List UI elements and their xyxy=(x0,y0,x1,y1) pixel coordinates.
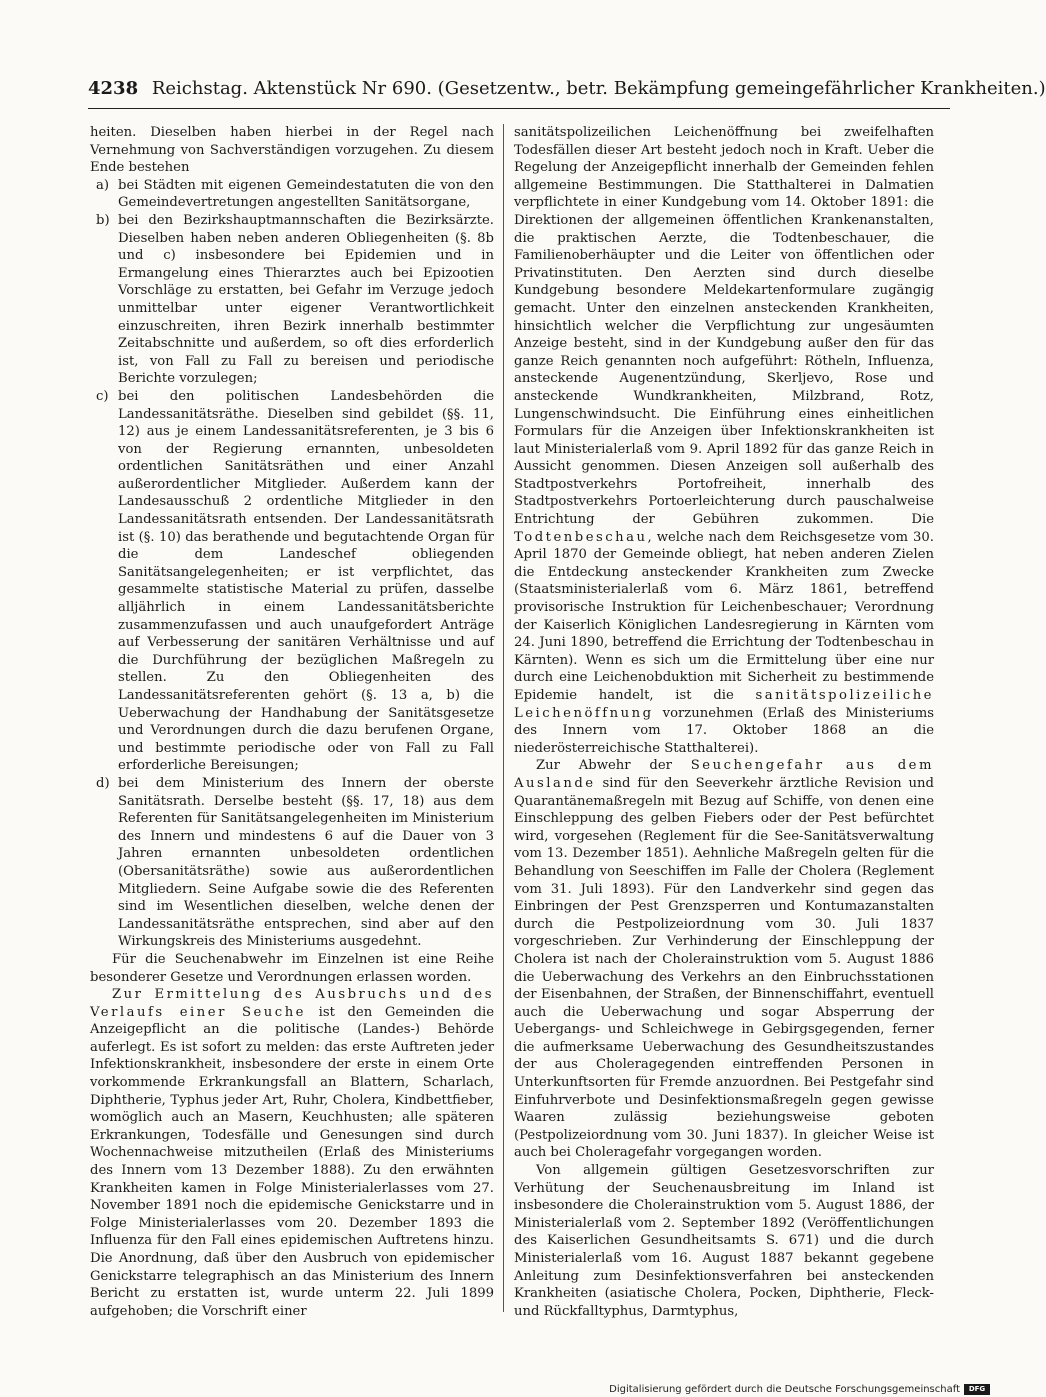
paragraph-text: ist den Gemeinden die Anzeigepflicht an die politische (Landes-) Behörde auferlegt. Es ist sofort zu melden: das erste Auftreten jeder Infektionskrankheit, insbesondere der erste in einem Orte vorkommende Erkrankungsfall an Blattern, Scharlach, Diphtherie, Typhus jeder Art, Ruhr, Cholera, Kindbettfieber, womöglich auch an Masern, Keuchhusten; alle späteren Erkrankungen, Todesfälle und Genesungen sind durch Wochennachweise mitzutheilen (Erlaß des Ministeriums des Innern vom 13 Dezember 1888). Zu den erwähnten Krankheiten kamen in Folge Ministerialerlasses vom 27. November 1891 noch die epidemische Genickstarre und in Folge Ministerialerlasses vom 20. Dezember 1893 die Influenza für den Fall eines epidemischen Auftretens hinzu. Die Anordnung, daß über den Ausbruch von epidemischer Genickstarre telegraphisch an das Ministerium des Innern Bericht zu erstatten ist, wurde unterm 22. Juli 1899 aufgehoben; die Vorschrift einer xyxy=(90,1004,495,1319)
list-text: bei dem Ministerium des Innern der oberste Sanitätsrath. Derselbe besteht (§§. 17, 18) aus dem Referenten für Sanitätsangelegenheiten im Ministerium des Innern und mindestens 6 auf die Dauer von 3 Jahren ernannten unbesoldeten ordentlichen (Obersanitätsräthe) sowie aus außerordentlichen Mitgliedern. Seine Aufgabe sowie die des Referenten sind im Wesentlichen dieselben, welche denen der Landessanitätsräthe entsprechen, sind aber auf den Wirkungskreis des Ministeriums ausgedehnt. xyxy=(118,775,494,950)
list-text: bei den Bezirkshauptmannschaften die Bezirksärzte. Dieselben haben neben anderen Obliegenheiten (§. 8b und c) insbesondere bei Epidemien und in Ermangelung eines Thierarztes auch bei Epizootien Vorschläge zu erstatten, bei Gefahr im Verzuge jedoch unmittelbar unter eigener Verantwortlichkeit einzuschreiten, ihren Bezirk innerhalb bestimmter Zeitabschnitte und außerdem, so oft dies erforderlich ist, von Fall zu Fall zu bereisen und periodische Berichte vorzulegen; xyxy=(118,212,494,387)
right-paragraph-2 xyxy=(514,757,934,1162)
column-divider xyxy=(503,124,504,1312)
left-intro: heiten. Dieselben haben hierbei in der Regel nach Vernehmung von Sachverständigen vorzugehen. Zu diesem Ende bestehen xyxy=(90,125,494,176)
list-label: b) xyxy=(96,212,110,228)
list-item-d xyxy=(90,775,494,951)
dfg-logo-icon: DFG xyxy=(964,1384,990,1395)
list-text: bei den politischen Landesbehörden die Landessanitätsräthe. Dieselben sind gebildet (§§. 11, 12) aus je einem Landessanitätsreferenten, je 3 bis 6 von der Regierung ernannten, unbesoldeten ordentlichen Sanitätsräthen und einer Anzahl außerordentlicher Mitglieder. Außerdem kann der Landesausschuß 2 ordentliche Mitglieder in den Landessanitätsrath entsenden. Der Landessanitätsrath ist (§. 10) das berathende und begutachtende Organ für die dem Landeschef obliegenden Sanitätsangelegenheiten; er ist verpflichtet, das gesammelte statistische Material zu prüfen, dasselbe alljährlich in einem Landessanitätsberichte zusammenzufassen und auch unaufgefordert Anträge auf Verbesserung der sanitären Verhältnisse und auf die Durchführung der bezüglichen Maßregeln zu stellen. Zu den Obliegenheiten des Landessanitätsreferenten gehört (§. 13 a, b) die Ueberwachung der Handhabung der Sanitätsgesetze und Verordnungen durch die dazu berufenen Organe, und bestimmte periodische oder von Fall zu Fall erforderliche Bereisungen; xyxy=(118,388,494,774)
paragraph-text: , welche nach dem Reichsgesetze vom 30. April 1870 der Gemeinde obliegt, hat neben anderen Zielen die Entdeckung ansteckender Krankheiten zum Zwecke (Staatsministerialerlaß vom 6. März 1861, betreffend provisorische Instruktion für Leichenbeschauer; Verordnung der Kaiserlich Königlichen Landesregierung in Kärnten vom 24. Juni 1890, betreffend die Errichtung der Todtenbeschau in Kärnten). Wenn es sich um die Ermittelung über eine nur durch eine Leichenobduktion mit Sicherheit zu bestimmende Epidemie handelt, ist die xyxy=(514,529,934,703)
list-item-b xyxy=(90,212,494,388)
header-title: Reichstag. Aktenstück Nr 690. (Gesetzentw., betr. Bekämpfung gemeingefährlicher Krankheiten.) xyxy=(151,78,1046,99)
left-paragraph-1: Für die Seuchenabwehr im Einzelnen ist eine Reihe besonderer Gesetze und Verordnungen erlassen worden. xyxy=(90,951,494,985)
list-text: bei Städten mit eigenen Gemeindestatuten die von den Gemeindevertretungen angestellten Sanitätsorgane, xyxy=(118,177,494,211)
spaced-emphasis: Todtenbeschau xyxy=(514,529,648,545)
spaced-emphasis: Seuchengefahr aus dem Auslande xyxy=(514,758,934,791)
paragraph-text: sanitätspolizeilichen Leichenöffnung bei zweifelhaften Todesfällen dieser Art besteht jedoch noch in Kraft. Ueber die Regelung der Anzeigepflicht innerhalb der Gemeinden fehlen allgemeine Bestimmungen. Die Statthalterei in Dalmatien verpflichtete in einer Kundgebung vom 14. Oktober 1891: die Direktionen der allgemeinen öffentlichen Krankenanstalten, die praktischen Aerzte, die Todtenbeschauer, die Familienoberhäupter und die Leiter von öffentlichen oder Privatinstituten. Den Aerzten sind durch dieselbe Kundgebung besondere Meldekartenformulare zugängig gemacht. Unter den einzelnen ansteckenden Krankheiten, hinsichtlich welcher die Verpflichtung zur ungesäumten Anzeige besteht, sind in der Kundgebung außer den für das ganze Reich genannten noch aufgeführt: Rötheln, Influenza, ansteckende Augenentzündung, Skerljevo, Rose und ansteckende Wundkrankheiten, Milzbrand, Rotz, Lungenschwindsucht. Die Einführung eines einheitlichen Formulars für die Anzeigen über Infektionskrankheiten ist laut Ministerialerlaß vom 9. April 1892 für das ganze Reich in Aussicht genommen. Diesen Anzeigen soll außerhalb des Stadtpostverkehrs Portofreiheit, innerhalb des Stadtpostverkehrs Portoerleichterung durch pauschalweise Entrichtung der Gebühren zukommen. Die xyxy=(514,125,934,528)
digitization-credit xyxy=(609,1382,990,1396)
right-paragraph-3: Von allgemein gültigen Gesetzesvorschriften zur Verhütung der Seuchenausbreitung im Inland ist insbesondere die Cholerainstruktion vom 5. August 1886, der Ministerialerlaß vom 2. September 1892 (Veröffentlichungen des Kaiserlichen Gesundheitsamts S. 671) und die durch Ministerialerlaß vom 16. August 1887 bekannt gegebene Anleitung zum Desinfektionsverfahren bei ansteckenden Krankheiten (asiatische Cholera, Pocken, Diphtherie, Fleck- und Rückfalltyphus, Darmtyphus, xyxy=(514,1163,934,1319)
paragraph-text: vorzunehmen (Erlaß des Ministeriums des Innern vom 17. Oktober 1868 an die niederösterreichische Statthalterei). xyxy=(514,705,934,756)
credit-text: Digitalisierung gefördert durch die Deutsche Forschungsgemeinschaft xyxy=(609,1383,960,1395)
list-label: c) xyxy=(96,388,109,404)
list-item-a xyxy=(90,177,494,212)
header-rule xyxy=(88,108,950,109)
paragraph-text: Zur Abwehr der xyxy=(536,758,691,774)
list-item-c xyxy=(90,388,494,775)
spaced-emphasis: Zur Ermittelung des Ausbruchs und des Verlaufs einer Seuche xyxy=(90,987,494,1020)
list-label: d) xyxy=(96,775,110,791)
paragraph-text: sind für den Seeverkehr ärztliche Revision und Quarantänemaßregeln mit Bezug auf Schiffe, von denen eine Einschleppung des gelben Fiebers oder der Pest befürchtet wird, vorgesehen (Reglement für die See-Sanitätsverwaltung vom 13. Dezember 1851). Aehnliche Maßregeln gelten für die Behandlung von Seeschiffen im Falle der Cholera (Reglement vom 31. Juli 1893). Für den Landverkehr sind gegen das Einbringen der Pest Grenzsperren und Kontumazanstalten durch die Pestpolizeiordnung vom 30. Juli 1837 vorgeschrieben. Zur Verhinderung der Einschleppung der Cholera ist nach der Cholerainstruktion vom 5. August 1886 die Ueberwachung des Verkehrs an den Einbruchsstationen der Eisenbahnen, der Straßen, der Binnenschiffahrt, eventuell auch die Ueberwachung und sogar Absperrung der Uebergangs- und Schleichwege in Gebirgsgegenden, ferner die aufmerksame Ueberwachung des Gesundheitszustandes der aus Choleragegenden eintreffenden Personen in Unterkunftsorten für Fremde anzuordnen. Bei Pestgefahr sind Einfuhrverbote und Desinfektionsmaßregeln gegen gewisse Waaren zulässig beziehungsweise geboten (Pestpolizeiordnung vom 30. Juni 1837). In gleicher Weise ist auch bei Choleragefahr vorgegangen worden. xyxy=(514,775,934,1161)
spaced-emphasis: sanitätspolizeiliche Leichenöffnung xyxy=(514,688,934,721)
left-column xyxy=(90,124,495,1319)
list-label: a) xyxy=(96,177,110,193)
right-paragraph-1 xyxy=(514,124,934,757)
right-column xyxy=(514,124,934,1319)
page-number: 4238 xyxy=(88,78,139,99)
page-header xyxy=(88,78,1046,108)
left-paragraph-2 xyxy=(90,986,494,1320)
